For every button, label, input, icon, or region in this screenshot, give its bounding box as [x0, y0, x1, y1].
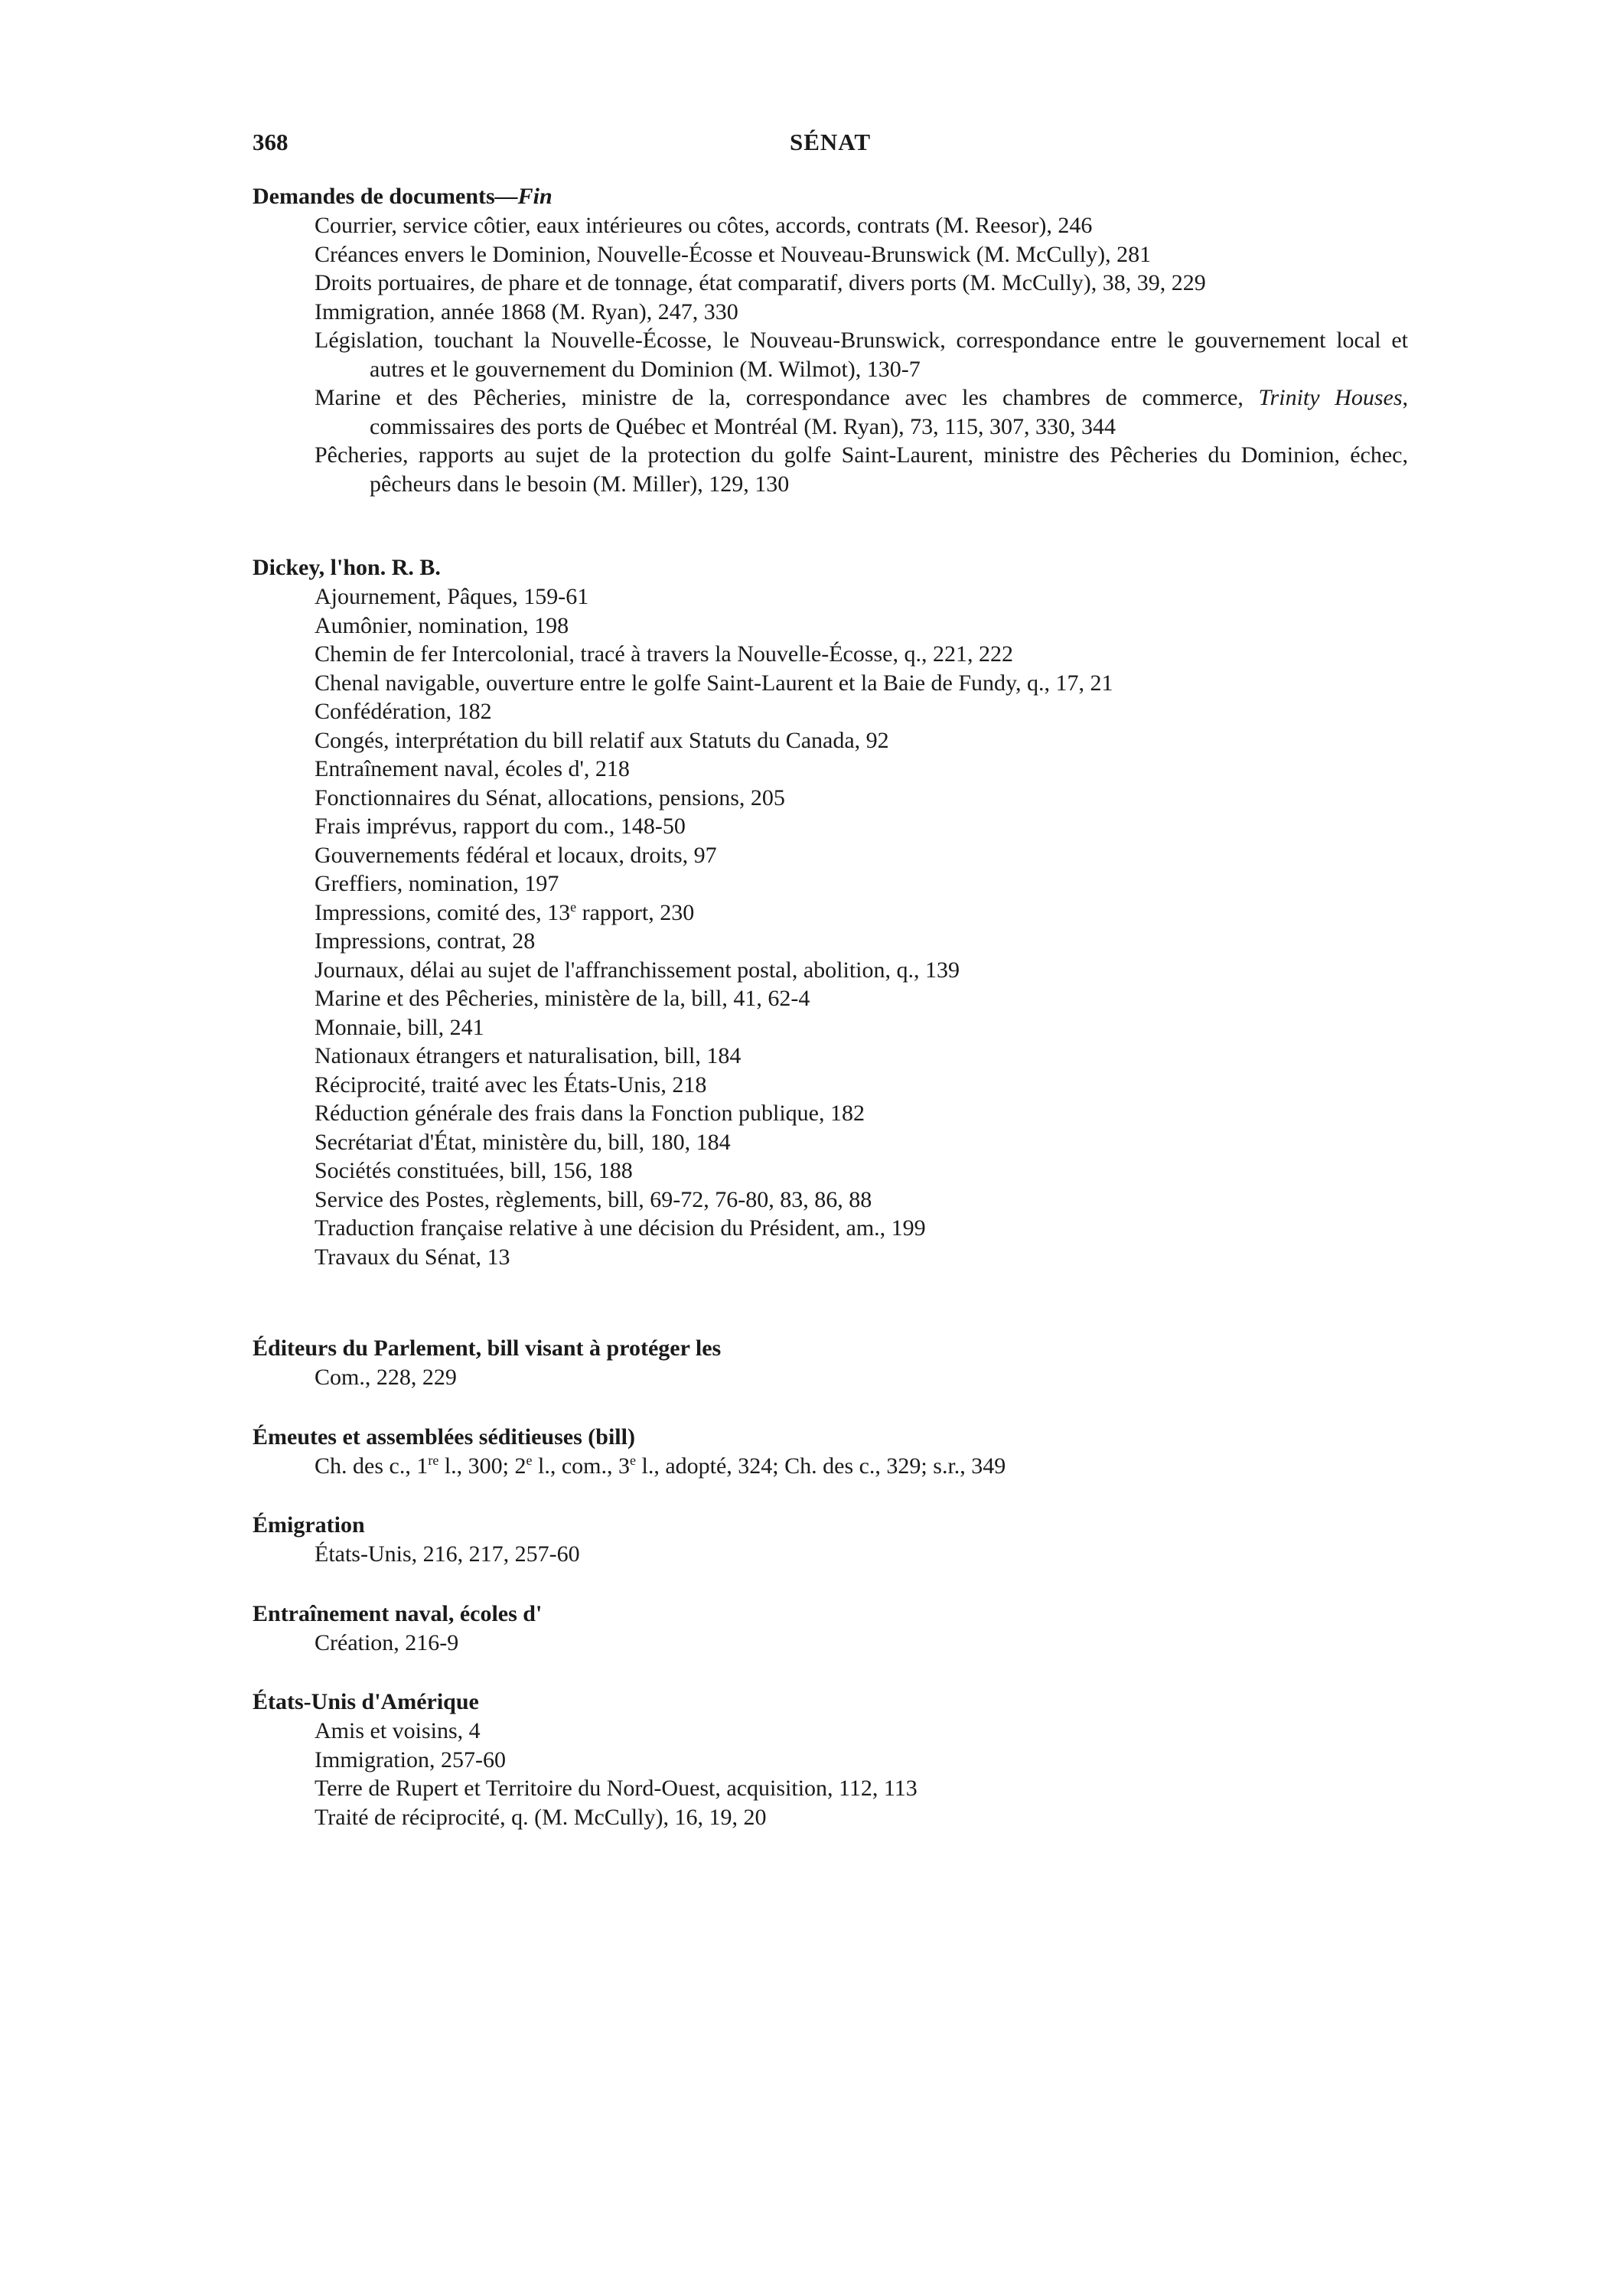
index-entry: Entraînement naval, écoles d', 218 — [315, 756, 630, 781]
index-entry: Journaux, délai au sujet de l'affranchissement postal, abolition, q., 139 — [315, 957, 960, 983]
index-entry: Secrétariat d'État, ministère du, bill, 180, 184 — [315, 1129, 731, 1155]
index-entry: Service des Postes, règlements, bill, 69-72, 76-80, 83, 86, 88 — [315, 1186, 872, 1212]
entry-text: Marine et des Pêcheries, ministre de la, correspondance avec les chambres de commerce, — [315, 385, 1259, 410]
index-entry: Frais imprévus, rapport du com., 148-50 — [315, 814, 686, 839]
heading-text: Émigration — [253, 1512, 365, 1538]
index-section — [253, 553, 1408, 1271]
index-entry: Monnaie, bill, 241 — [315, 1014, 484, 1040]
entry-text: l., adopté, 324; Ch. des c., 329; s.r., 349 — [635, 1453, 1006, 1479]
index-heading — [253, 1600, 1408, 1629]
index-entry: Chemin de fer Intercolonial, tracé à travers la Nouvelle-Écosse, q., 221, 222 — [315, 641, 1013, 667]
index-entry: Ajournement, Pâques, 159-61 — [315, 584, 589, 609]
heading-text: Dickey, l'hon. R. B. — [253, 555, 441, 580]
index-entry: Immigration, année 1868 (M. Ryan), 247, 330 — [315, 298, 738, 325]
index-entry: Confédération, 182 — [315, 699, 492, 724]
index-entry: Marine et des Pêcheries, ministère de la, bill, 41, 62-4 — [315, 986, 810, 1011]
index-section — [253, 1511, 1408, 1569]
index-heading — [253, 1423, 1408, 1452]
running-title: SÉNAT — [789, 129, 872, 155]
index-heading — [253, 182, 1408, 211]
index-page — [253, 129, 1408, 1831]
superscript: e — [570, 899, 577, 915]
index-section — [253, 182, 1408, 498]
index-entry: Travaux du Sénat, 13 — [315, 1244, 510, 1270]
index-entry: Greffiers, nomination, 197 — [315, 871, 559, 896]
index-entry: États-Unis, 216, 217, 257-60 — [315, 1541, 580, 1567]
index-entry: Législation, touchant la Nouvelle-Écosse, le Nouveau-Brunswick, correspondance entre le gouvernement local et autres et le gouvernement du Dominion (M. Wilmot), 130-7 — [315, 328, 1408, 382]
index-heading — [253, 1511, 1408, 1540]
index-entry: Gouvernements fédéral et locaux, droits, 97 — [315, 842, 717, 868]
index-entry: Courrier, service côtier, eaux intérieures ou côtes, accords, contrats (M. Reesor), 246 — [315, 213, 1093, 238]
index-entry: Pêcheries, rapports au sujet de la protection du golfe Saint-Laurent, ministre des Pêcheries du Dominion, échec, pêcheurs dans le besoin (M. Miller), 129, 130 — [315, 442, 1408, 497]
index-entry: Réduction générale des frais dans la Fonction publique, 182 — [315, 1101, 865, 1126]
index-entry: Amis et voisins, 4 — [315, 1718, 481, 1743]
entry-text: rapport, 230 — [576, 899, 695, 925]
index-entry: Création, 216-9 — [315, 1629, 459, 1655]
heading-text: États-Unis d'Amérique — [253, 1689, 479, 1714]
index-entry: Immigration, 257-60 — [315, 1746, 506, 1773]
entry-text: l., com., 3 — [532, 1453, 630, 1479]
superscript: e — [526, 1452, 533, 1468]
index-heading — [253, 1334, 1408, 1363]
entry-text: Ch. des c., 1 — [315, 1453, 429, 1479]
superscript: re — [428, 1452, 439, 1468]
index-heading — [253, 553, 1408, 582]
index-entry: Chenal navigable, ouverture entre le golfe Saint-Laurent et la Baie de Fundy, q., 17, 21 — [315, 670, 1113, 696]
index-entry — [315, 1452, 1408, 1481]
page-number: 368 — [253, 129, 288, 155]
index-entry: Droits portuaires, de phare et de tonnage, état comparatif, divers ports (M. McCully), 38, 39, 229 — [315, 270, 1206, 295]
entry-text: Impressions, comité des, 13 — [315, 899, 571, 925]
heading-text: Entraînement naval, écoles d' — [253, 1600, 543, 1626]
index-section — [253, 1600, 1408, 1658]
index-entry — [315, 383, 1408, 441]
superscript: e — [629, 1452, 636, 1468]
index-sections — [253, 182, 1408, 1831]
index-entry: Réciprocité, traité avec les États-Unis, 218 — [315, 1071, 707, 1097]
index-entry: Com., 228, 229 — [315, 1365, 457, 1390]
heading-suffix: —Fin — [494, 184, 553, 209]
index-entry: Congés, interprétation du bill relatif aux Statuts du Canada, 92 — [315, 727, 889, 753]
heading-text: Demandes de documents — [253, 184, 495, 209]
entry-italic: Trinity Houses — [1258, 385, 1403, 410]
index-entry: Nationaux étrangers et naturalisation, bill, 184 — [315, 1043, 742, 1068]
index-section — [253, 1688, 1408, 1831]
page-header — [253, 129, 1408, 165]
index-heading — [253, 1688, 1408, 1717]
index-section — [253, 1423, 1408, 1481]
index-section — [253, 1334, 1408, 1392]
index-entry: Aumônier, nomination, 198 — [315, 612, 569, 638]
index-entry: Terre de Rupert et Territoire du Nord-Ouest, acquisition, 112, 113 — [315, 1776, 918, 1801]
entry-text: , commissaires des ports de Québec et Montréal (M. Ryan), 73, 115, 307, 330, 344 — [370, 385, 1408, 439]
index-entry: Impressions, contrat, 28 — [315, 928, 536, 954]
index-entry: Traduction française relative à une décision du Président, am., 199 — [315, 1215, 926, 1241]
heading-text: Éditeurs du Parlement, bill visant à protéger les — [253, 1336, 722, 1361]
index-entry: Créances envers le Dominion, Nouvelle-Écosse et Nouveau-Brunswick (M. McCully), 281 — [315, 241, 1152, 267]
index-entry — [315, 899, 1408, 928]
index-entry: Sociétés constituées, bill, 156, 188 — [315, 1158, 633, 1183]
index-entry: Fonctionnaires du Sénat, allocations, pensions, 205 — [315, 784, 785, 810]
heading-text: Émeutes et assemblées séditieuses (bill) — [253, 1424, 635, 1450]
index-entry: Traité de réciprocité, q. (M. McCully), 16, 19, 20 — [315, 1804, 767, 1830]
entry-text: l., 300; 2 — [438, 1453, 526, 1479]
